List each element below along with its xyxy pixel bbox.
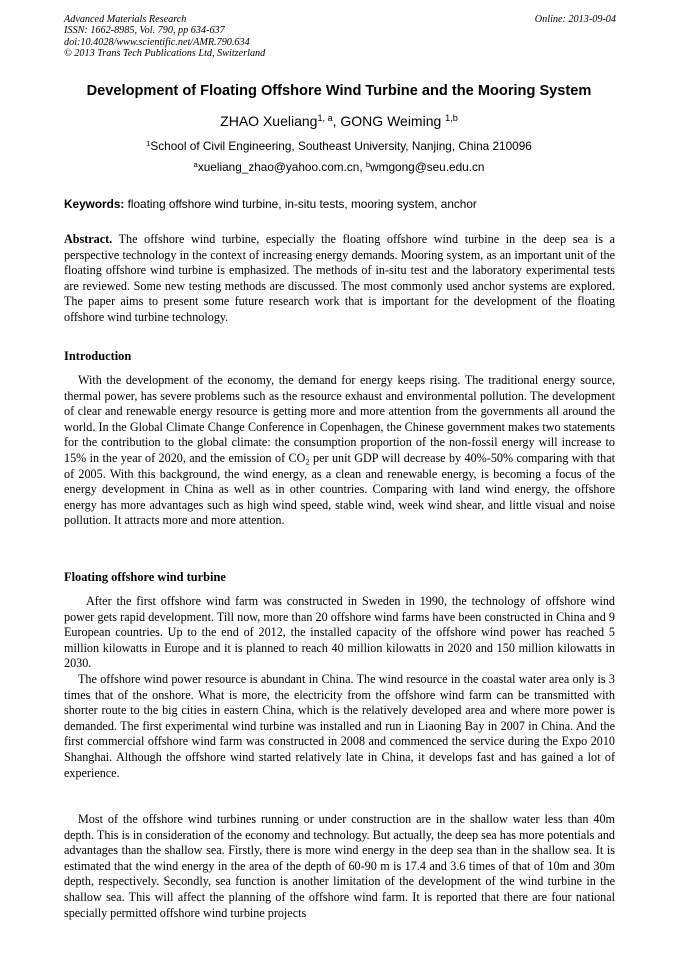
floating-paragraph-3: Most of the offshore wind turbines running or under construction are in the shallow water less than 40m depth. This is in consideration of the economy and technology. But actually, the deep sea has more potentials and advantages than the shallow sea. Firstly, there is more wind energy in the deep sea than in the shallow sea. It is estimated that the wind energy in the area of the depth of 60-90 m is 17.4 and 3.6 times of that of 10m and 30m depth, respectively. Secondly, sea function is another limitation of the development of the wind turbine in the shallow sea. This will affect the planning of the offshore wind farm. It is reported that there are four national specially permitted offshore wind turbine projects [64, 812, 615, 920]
paper-title: Development of Floating Offshore Wind Turbine and the Mooring System [86, 83, 592, 99]
keywords-label: Keywords: [64, 197, 125, 211]
abstract-label: Abstract. [64, 232, 113, 246]
keywords [64, 197, 616, 211]
introduction-heading: Introduction [64, 349, 132, 363]
floating-paragraph-2: The offshore wind power resource is abundant in China. The wind resource in the coastal water area only is 3 times that of the onshore. What is more, the electricity from the offshore wind farm can be transmitted with shorter route to the big cities in eastern China, which is the relatively developed area and where more power is demanded. The first experimental wind turbine was installed and run in Liaoning Bay in 2007 in China. And the first commercial offshore wind farm was constructed in 2008 and commenced the service during the Expo 2010 Shanghai. Although the offshore wind started relatively late in China, it develops fast and has gained a lot of experience. [64, 672, 615, 780]
journal-header [64, 14, 616, 60]
author-line [40, 113, 638, 129]
copyright-line: © 2013 Trans Tech Publications Ltd, Switzerland [64, 48, 266, 60]
email-line [40, 160, 638, 174]
email-a-marker: a [193, 159, 198, 169]
floating-heading: Floating offshore wind turbine [64, 570, 226, 584]
issn-line: ISSN: 1662-8985, Vol. 790, pp 634-637 [64, 25, 225, 37]
affiliation [40, 139, 638, 153]
journal-name: Advanced Materials Research [64, 14, 187, 25]
email-b-marker: b [365, 159, 371, 169]
doi-line: doi:10.4028/www.scientific.net/AMR.790.634 [64, 36, 250, 48]
affiliation-text: School of Civil Engineering, Southeast University, Nanjing, China 210096 [150, 139, 532, 153]
author-2-marker: 1,b [445, 113, 458, 123]
author-1: ZHAO Xueliang [220, 113, 318, 129]
email-b: wmgong@seu.edu.cn [370, 160, 485, 174]
abstract-text: The offshore wind turbine, especially the floating offshore wind turbine in the deep sea is a perspective technology in the context of increasing energy demands. Mooring system, as an important unit of the floating offshore wind turbine is emphasized. The methods of in-situ test and the laboratory experimental tests are reviewed. Some new testing methods are discussed. The most commonly used anchor systems are explored. The paper aims to present some future research work that is important for the development of the floating offshore wind turbine technology. [64, 232, 615, 324]
keywords-text: floating offshore wind turbine, in-situ tests, mooring system, anchor [124, 197, 477, 211]
online-date: Online: 2013-09-04 [534, 14, 616, 25]
abstract [64, 232, 615, 326]
introduction-paragraph [64, 373, 615, 529]
intro-text-part-1: With the development of the economy, the demand for energy keeps rising. The traditional energy source, thermal power, has severe problems such as the resource exhaust and environmental pollution. The development of clear and renewable energy resource is getting more and more attention from the governments all around the world. In the Global Climate Change Conference in Copenhagen, the Chinese government makes two statements for the contribution to the global climate: the consumption proportion of the non-fossil energy will increase to 15% in the year of 2020, and the emission of CO [64, 373, 615, 465]
email-a: xueliang_zhao@yahoo.com.cn, [197, 160, 366, 174]
intro-text-part-2: per unit GDP will decrease by 40%-50% comparing with that of 2005. With this background, the wind energy, as a clean and renewable energy, is becoming a focus of the energy development in China as well as in other countries. Comparing with land wind energy, the offshore energy has more advantages such as high wind speed, stable wind, week wind shear, and little visual and noise pollution. It attracts more and more attention. [64, 450, 615, 528]
co2-subscript: 2 [305, 456, 310, 467]
affiliation-marker: 1 [146, 138, 151, 148]
author-separator: , [332, 113, 341, 129]
floating-paragraph-1: After the first offshore wind farm was constructed in Sweden in 1990, the technology of offshore wind power gets rapid development. Till now, more than 20 offshore wind farms have been constructed in China and 9 European countries. Up to the end of 2012, the installed capacity of the offshore wind power has reached 5 million kilowatts in Europe and it is planned to reach 40 million kilowatts in 2020 and 150 million kilowatts in 2030. [64, 594, 615, 671]
author-2: GONG Weiming [340, 113, 446, 129]
author-1-marker: 1, a [317, 113, 333, 123]
